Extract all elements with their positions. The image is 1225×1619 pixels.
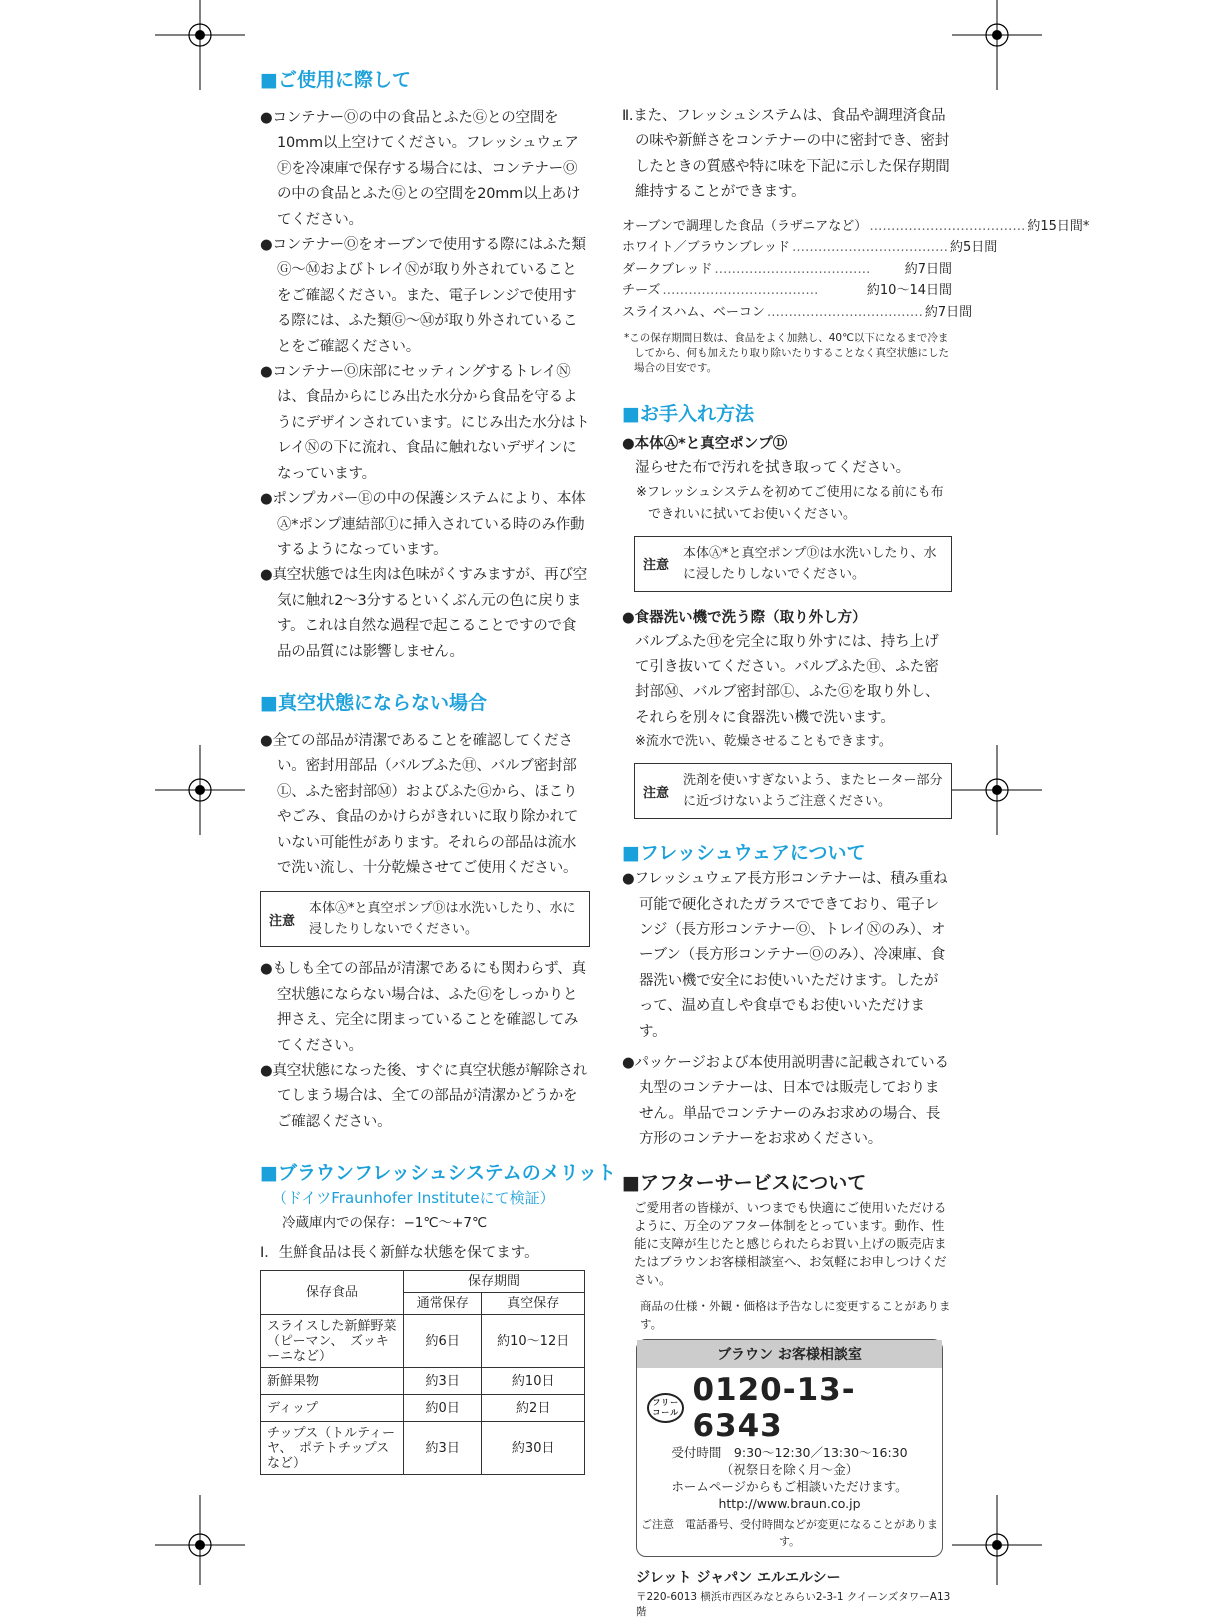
leader-dots: ……………………………… [869,218,1026,234]
shelf-days: 約7日間 [904,261,952,277]
table-cell-vacuum: 約30日 [482,1422,585,1475]
storage-table [260,1270,585,1475]
table-cell-food: チップス（トルティーヤ、 ポテトチップスなど） [261,1422,404,1475]
spec-notice: 商品の仕様・外観・価格は予告なしに変更することがあります。 [640,1298,951,1331]
caution-label: 注意 [269,913,296,929]
website-link[interactable]: http://www.braun.co.jp [718,1495,861,1511]
care-subheading-dishwasher: ●食器洗い機で洗う際（取り外し方） [622,609,867,626]
shelf-footnote: *この保存期間日数は、食品をよく加熱し、40℃以下になるまで冷ましてから、何も加えたり取り除いたりすることなく真空状態にした場合の目安です。 [624,332,949,375]
list-item [622,302,973,324]
shelf-life-list [622,216,1090,324]
company-address: 〒220-6013 横浜市西区みなとみらい2-3-1 クイーンズタワーA13階 [636,1590,951,1618]
care-heading: ■お手入れ方法 [622,403,754,426]
list-item [622,280,952,302]
table-cell-food: 新鮮果物 [261,1368,404,1395]
caution-box [634,763,952,819]
registration-mark-icon [952,0,1042,90]
table-cell-food: ディップ [261,1395,404,1422]
usage-bullet: ●コンテナーⓄの中の食品とふたⒼとの空間を10mm以上空けてください。フレッシュウェアⒻを冷凍庫で保存する場合には、コンテナーⓄの中の食品とふたⒼとの空間を20mm以上あけてください。 [260,110,581,228]
usage-bullet: ●ポンプカバーⒺの中の保護システムにより、本体Ⓐ*ポンプ連結部Ⓘに挿入されている時のみ作動するようになっています。 [260,491,586,558]
company-name: ジレット ジャパン エルエルシー [636,1569,841,1586]
list-item [622,259,952,281]
freshware-bullet: ●フレッシュウェア長方形コンテナーは、積み重ね可能で硬化されたガラスでできており、電子レンジ（長方形コンテナーⓄ、トレイⓃのみ）、オーブン（長方形コンテナーⓄのみ）、冷凍庫、食器洗い機で安全にお使いいただけます。したがって、温め直しや食卓でもお使いいただけます。 [622,871,948,1040]
merit-subtitle: （ドイツFraunhofer Instituteにて検証） [272,1189,555,1208]
table-cell-normal: 約3日 [404,1422,482,1475]
no-vacuum-bullet: ●全ての部品が清潔であることを確認してください。密封用部品（バルブふたⒽ、バルブ密封部Ⓛ、ふた密封部Ⓜ）およびふたⒼから、ほこりやごみ、食品のかけらがきれいに取り除かれていない可能性があります。それらの部品は流水で洗い流し、十分乾燥させてご使用ください。 [260,732,579,876]
registration-mark-icon [952,1495,1042,1585]
usage-bullet: ●コンテナーⓄをオーブンで使用する際にはふた類Ⓖ〜ⓂおよびトレイⓃが取り外されていることをご確認ください。また、電子レンジで使用する際には、ふた類Ⓖ〜Ⓜが取り外されていることをご確認ください。 [260,237,586,355]
shelf-item: ホワイト／ブラウンブレッド [622,240,790,256]
table-row [261,1368,585,1395]
hours: 受付時間 9:30〜12:30／13:30〜16:30 [671,1444,908,1460]
table-header-normal: 通常保存 [404,1293,482,1315]
caution-text: 洗剤を使いすぎないよう、またヒーター部分に近づけないようご注意ください。 [683,773,943,810]
table-header-period: 保存期間 [404,1271,585,1293]
usage-bullet: ●コンテナーⓄ床部にセッティングするトレイⓃは、食品からにじみ出た水分から食品を守るようにデザインされています。にじみ出た水分はトレイⓃの下に流れ、食品に触れないデザインになっています。 [260,364,590,482]
caution-text: 本体Ⓐ*と真空ポンプⒹは水洗いしたり、水に浸したりしないでください。 [309,901,576,938]
left-column [260,68,616,1475]
center-title: ブラウン お客様相談室 [637,1340,942,1368]
table-cell-food: スライスした新鮮野菜（ピーマン、 ズッキーニなど） [261,1315,404,1368]
usage-heading: ■ご使用に際して [260,69,411,91]
no-vacuum-bullet: ●もしも全ての部品が清潔であるにも関わらず、真空状態にならない場合は、ふたⒼをしっかりと押さえ、完全に閉まっていることを確認してみてください。 [260,961,586,1054]
list-item [622,216,1090,238]
customer-center-box [636,1339,943,1557]
care-note: ※フレッシュシステムを初めてご使用になる前にも布できれいに拭いてお使いください。 [636,484,944,522]
registration-mark-icon [155,745,245,835]
table-header-vacuum: 真空保存 [482,1293,585,1315]
list-item [622,237,998,259]
table-row [261,1315,585,1368]
point-one: Ⅰ．生鮮食品は長く新鮮な状態を保てます。 [260,1245,539,1262]
table-row [261,1422,585,1475]
shelf-days: 約5日間 [949,240,998,256]
right-column [622,104,1090,1619]
caution-box [634,536,952,592]
freshware-heading: ■フレッシュウェアについて [622,842,866,865]
care-note: ※流水で洗い、乾燥させることもできます。 [635,734,892,750]
leader-dots: ……………………………… [714,261,871,277]
table-cell-normal: 約6日 [404,1315,482,1368]
business-days: （祝祭日を除く月〜金） [720,1461,859,1477]
merit-heading: ■ブラウンフレッシュシステムのメリット [260,1162,616,1185]
registration-mark-icon [155,1495,245,1585]
table-cell-vacuum: 約2日 [482,1395,585,1422]
freshware-bullet: ●パッケージおよび本使用説明書に記載されている丸型のコンテナーは、日本では販売しておりません。単品でコンテナーのみお求めの場合、長方形のコンテナーをお求めください。 [622,1055,949,1148]
table-cell-vacuum: 約10〜12日 [482,1315,585,1368]
registration-mark-icon [952,745,1042,835]
free-call-icon: フリーコール [647,1393,684,1423]
point-two: Ⅱ.また、フレッシュシステムは、食品や調理済食品の味や新鮮さをコンテナーの中に密封でき、密封したときの質感や特に味を下記に示した保存期間維持することができます。 [622,108,950,201]
table-cell-normal: 約3日 [404,1368,482,1395]
table-row [261,1395,585,1422]
caution-label: 注意 [643,785,670,801]
shelf-days: 約7日間 [924,304,973,320]
shelf-item: オーブンで調理した食品（ラザニアなど） [622,218,868,234]
leader-dots: ……………………………… [662,283,819,299]
care-subheading-body: ●本体Ⓐ*と真空ポンプⒹ [622,436,788,453]
phone-number[interactable]: 0120-13-6343 [692,1371,856,1444]
table-cell-vacuum: 約10日 [482,1368,585,1395]
phone-line [637,1368,942,1444]
table-cell-normal: 約0日 [404,1395,482,1422]
no-vacuum-heading: ■真空状態にならない場合 [260,691,487,714]
caution-box [260,891,590,947]
care-text: 湿らせた布で汚れを拭き取ってください。 [635,460,911,477]
leader-dots: ……………………………… [791,240,948,256]
caution-text: 本体Ⓐ*と真空ポンプⒹは水洗いしたり、水に浸したりしないでください。 [683,545,937,582]
leader-dots: ……………………………… [766,304,923,320]
care-text: バルブふたⒽを完全に取り外すには、持ち上げて引き抜いてください。バルブふたⒽ、ふた密封部Ⓜ、バルブ密封部Ⓛ、ふたⒼを取り外し、それらを別々に食器洗い機で洗います。 [635,633,940,726]
after-service-text: ご愛用者の皆様が、いつまでも快適にご使用いただけるように、万全のアフター体制をとっています。動作、性能に支障が生じたと感じられたらお買い上げの販売店またはブラウンお客様相談室へ、お気軽にお申しつけください。 [634,1199,947,1287]
shelf-item: スライスハム、ベーコン [622,304,765,320]
shelf-item: チーズ [622,283,661,299]
no-vacuum-bullet: ●真空状態になった後、すぐに真空状態が解除されてしまう場合は、全ての部品が清潔かどうかをご確認ください。 [260,1063,588,1130]
change-notice: ご注意 電話番号、受付時間などが変更になることがあります。 [641,1517,938,1548]
caution-label: 注意 [643,558,670,574]
shelf-days: 約10〜14日間 [866,283,952,299]
fridge-temp: 冷蔵庫内での保存：−1℃〜+7℃ [282,1215,488,1232]
table-header-food: 保存食品 [261,1271,404,1315]
shelf-item: ダークブレッド [622,261,713,277]
after-service-heading: ■アフターサービスについて [622,1171,867,1194]
registration-mark-icon [155,0,245,90]
web-note: ホームページからもご相談いただけます。 [671,1478,908,1494]
usage-bullet: ●真空状態では生肉は色味がくすみますが、再び空気に触れ2〜3分するといくぶん元の色に戻ります。これは自然な過程で起こることですので食品の品質には影響しません。 [260,567,588,660]
shelf-days: 約15日間* [1027,218,1090,234]
